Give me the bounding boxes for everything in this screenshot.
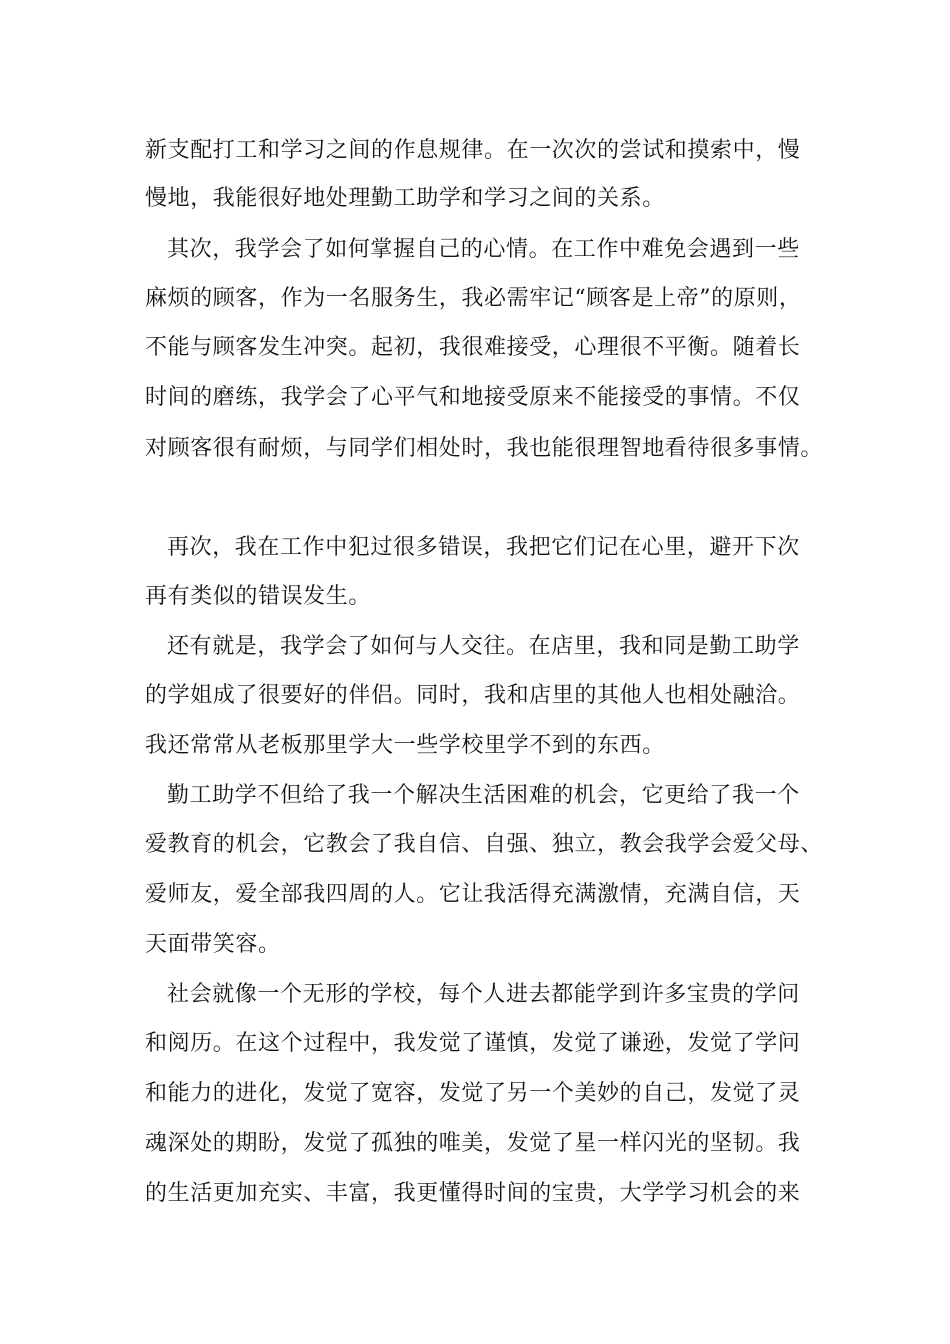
paragraph-start-line: 勤工助学不但给了我一个解决生活困难的机会，它更给了我一个: [167, 783, 800, 808]
text-line: 的学姐成了很要好的伴侣。同时，我和店里的其他人也相处融洽。: [145, 683, 801, 708]
paragraph-start-line: 还有就是，我学会了如何与人交往。在店里，我和同是勤工助学: [167, 634, 800, 659]
text-line: 时间的磨练，我学会了心平气和地接受原来不能接受的事情。不仅: [145, 385, 801, 410]
text-line: 不能与顾客发生冲突。起初，我很难接受，心理很不平衡。随着长: [145, 335, 801, 360]
text-line: 和阅历。在这个过程中，我发觉了谨慎，发觉了谦逊，发觉了学问: [145, 1031, 801, 1056]
text-line: 新支配打工和学习之间的作息规律。在一次次的尝试和摸索中，慢: [145, 138, 801, 163]
text-line: 我还常常从老板那里学大一些学校里学不到的东西。: [145, 733, 665, 758]
text-line: 对顾客很有耐烦，与同学们相处时，我也能很理智地看待很多事情。: [145, 436, 824, 461]
text-line: 爱教育的机会，它教会了我自信、自强、独立，教会我学会爱父母、: [145, 832, 824, 857]
text-line: 再有类似的错误发生。: [145, 584, 372, 609]
paragraph-start-line: 社会就像一个无形的学校，每个人进去都能学到许多宝贵的学问: [167, 982, 800, 1007]
text-line: 慢地，我能很好地处理勤工助学和学习之间的关系。: [145, 186, 665, 211]
text-line: 和能力的进化，发觉了宽容，发觉了另一个美妙的自己，发觉了灵: [145, 1081, 801, 1106]
text-line: 的生活更加充实、丰富，我更懂得时间的宝贵，大学学习机会的来: [145, 1181, 801, 1206]
text-line: 爱师友，爱全部我四周的人。它让我活得充满激情，充满自信，天: [145, 882, 801, 907]
text-line: 魂深处的期盼，发觉了孤独的唯美，发觉了星一样闪光的坚韧。我: [145, 1131, 801, 1156]
text-line: 麻烦的顾客，作为一名服务生，我必需牢记“顾客是上帝”的原则，: [145, 286, 802, 311]
paragraph-start-line: 其次，我学会了如何掌握自己的心情。在工作中难免会遇到一些: [167, 237, 800, 262]
text-line: 天面带笑容。: [145, 932, 281, 957]
paragraph-start-line: 再次，我在工作中犯过很多错误，我把它们记在心里，避开下次: [167, 535, 800, 560]
